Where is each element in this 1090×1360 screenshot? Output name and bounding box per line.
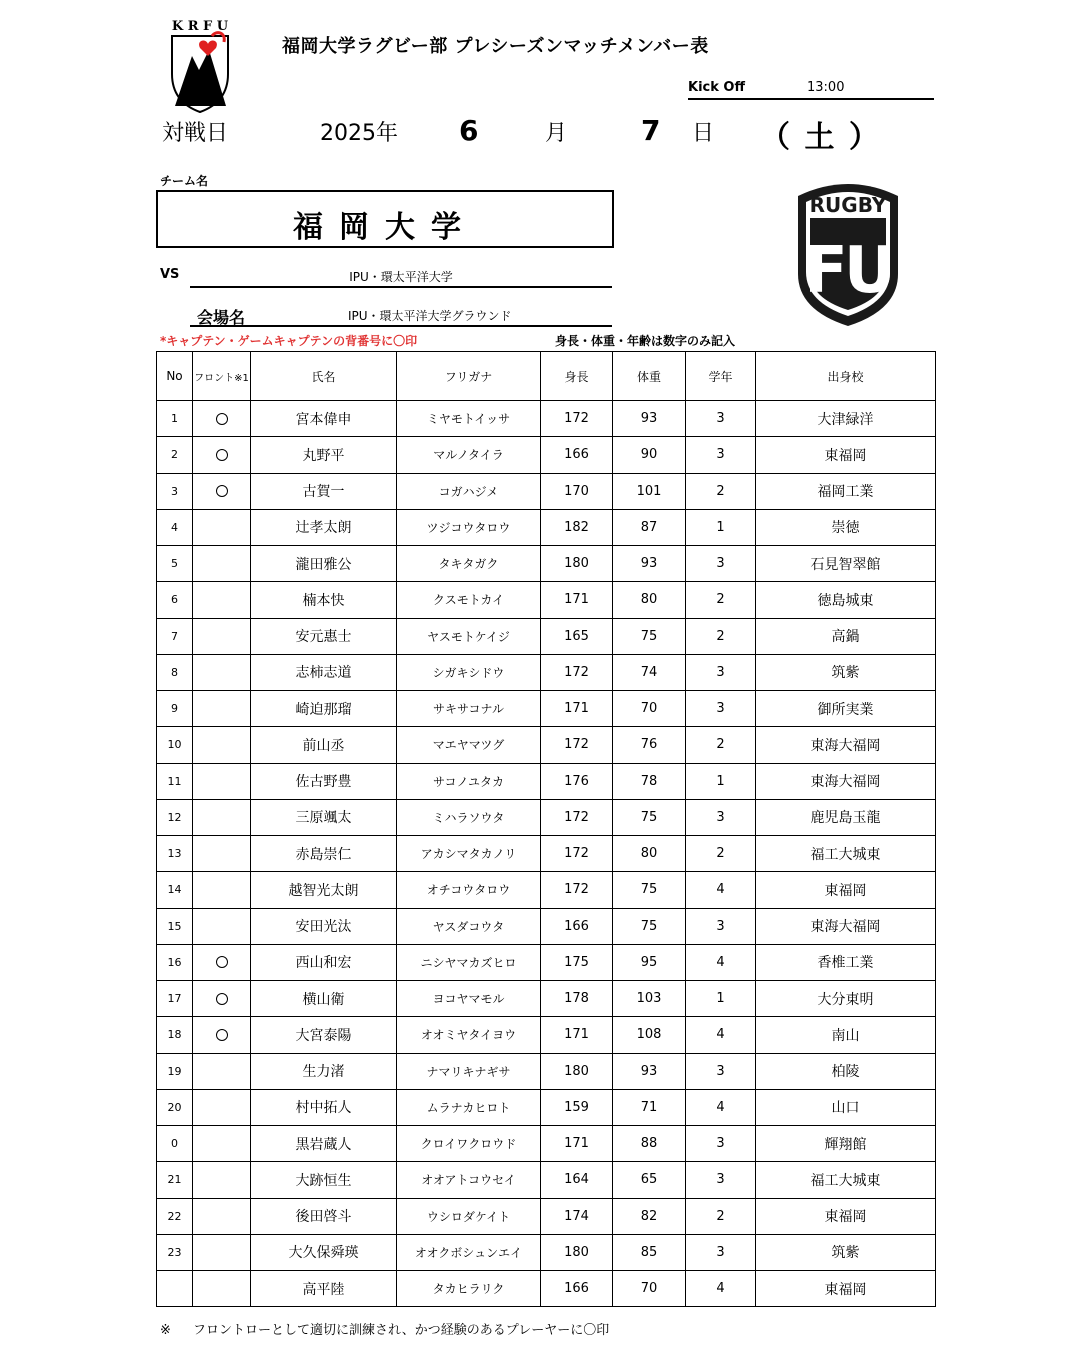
kickoff-time: 13:00 <box>807 80 845 95</box>
player-weight: 82 <box>613 1198 686 1234</box>
front-row-mark <box>193 509 251 545</box>
table-row <box>157 1271 936 1307</box>
kickoff-field <box>688 80 934 100</box>
player-grade: 4 <box>686 872 756 908</box>
player-grade: 2 <box>686 618 756 654</box>
player-no: 20 <box>157 1089 193 1125</box>
player-school: 石見智翠館 <box>756 546 936 582</box>
header-grade: 学年 <box>686 352 756 401</box>
player-school: 東福岡 <box>756 437 936 473</box>
player-kana: ツジコウタロウ <box>397 509 541 545</box>
player-weight: 75 <box>613 618 686 654</box>
front-row-mark <box>193 908 251 944</box>
player-grade: 3 <box>686 799 756 835</box>
player-no: 9 <box>157 691 193 727</box>
player-grade: 3 <box>686 691 756 727</box>
front-row-mark <box>193 727 251 763</box>
player-name: 安元惠士 <box>251 618 397 654</box>
table-row <box>157 872 936 908</box>
player-school: 東海大福岡 <box>756 908 936 944</box>
player-height: 166 <box>541 908 613 944</box>
table-row <box>157 582 936 618</box>
player-school: 輝翔館 <box>756 1126 936 1162</box>
player-kana: タキタガク <box>397 546 541 582</box>
player-grade: 3 <box>686 437 756 473</box>
player-name: 横山衛 <box>251 981 397 1017</box>
player-grade: 3 <box>686 1126 756 1162</box>
team-label: チーム名 <box>160 174 209 188</box>
player-kana: サキサコナル <box>397 691 541 727</box>
player-no: 5 <box>157 546 193 582</box>
player-grade: 2 <box>686 473 756 509</box>
table-row <box>157 654 936 690</box>
player-no: 22 <box>157 1198 193 1234</box>
emblem-text-top: RUGBY <box>809 193 887 217</box>
header-no: No <box>157 352 193 401</box>
player-grade: 2 <box>686 1198 756 1234</box>
player-school: 御所実業 <box>756 691 936 727</box>
numbers-only-note: 身長・体重・年齢は数字のみ記入 <box>555 334 736 348</box>
player-grade: 3 <box>686 546 756 582</box>
player-no: 10 <box>157 727 193 763</box>
table-row <box>157 799 936 835</box>
front-row-mark <box>193 546 251 582</box>
table-row <box>157 763 936 799</box>
player-school: 高鍋 <box>756 618 936 654</box>
player-height: 166 <box>541 437 613 473</box>
player-kana: タカヒラリク <box>397 1271 541 1307</box>
player-name: 楠本快 <box>251 582 397 618</box>
player-kana: ヤスモトケイジ <box>397 618 541 654</box>
player-school: 崇徳 <box>756 509 936 545</box>
player-no: 16 <box>157 944 193 980</box>
footer-note <box>160 1319 609 1338</box>
player-kana: ナマリキナギサ <box>397 1053 541 1089</box>
front-row-circle-icon <box>216 413 228 425</box>
footer-note-mark: ※ <box>160 1323 171 1338</box>
player-no: 0 <box>157 1126 193 1162</box>
player-height: 180 <box>541 546 613 582</box>
player-weight: 76 <box>613 727 686 763</box>
player-no: 4 <box>157 509 193 545</box>
player-kana: コガハジメ <box>397 473 541 509</box>
player-kana: ミハラソウタ <box>397 799 541 835</box>
front-row-mark <box>193 473 251 509</box>
player-no: 15 <box>157 908 193 944</box>
front-row-circle-icon <box>216 485 228 497</box>
player-school: 柏陵 <box>756 1053 936 1089</box>
table-row <box>157 944 936 980</box>
player-kana: マルノタイラ <box>397 437 541 473</box>
front-row-mark <box>193 944 251 980</box>
table-row <box>157 981 936 1017</box>
player-grade: 3 <box>686 1234 756 1270</box>
front-row-mark <box>193 618 251 654</box>
front-row-mark <box>193 437 251 473</box>
front-row-circle-icon <box>216 956 228 968</box>
player-height: 172 <box>541 401 613 437</box>
player-weight: 93 <box>613 1053 686 1089</box>
player-weight: 75 <box>613 799 686 835</box>
player-no: 7 <box>157 618 193 654</box>
player-no: 2 <box>157 437 193 473</box>
player-school: 福工大城東 <box>756 1162 936 1198</box>
player-height: 172 <box>541 799 613 835</box>
venue-label: 会場名 <box>197 308 246 327</box>
player-no: 14 <box>157 872 193 908</box>
player-name: 後田啓斗 <box>251 1198 397 1234</box>
player-grade: 3 <box>686 1162 756 1198</box>
header-school: 出身校 <box>756 352 936 401</box>
player-kana: ヨコヤマモル <box>397 981 541 1017</box>
player-school: 南山 <box>756 1017 936 1053</box>
match-month: 6 <box>459 114 479 147</box>
front-row-mark <box>193 691 251 727</box>
month-unit: 月 <box>545 121 568 146</box>
player-kana: ヤスダコウタ <box>397 908 541 944</box>
table-row <box>157 691 936 727</box>
player-height: 171 <box>541 691 613 727</box>
front-row-mark <box>193 1053 251 1089</box>
emblem-text-bottom: FU <box>804 234 892 308</box>
player-grade: 2 <box>686 727 756 763</box>
player-kana: クロイワクロウド <box>397 1126 541 1162</box>
opponent-field <box>190 268 612 288</box>
player-name: 古賀一 <box>251 473 397 509</box>
front-row-mark <box>193 654 251 690</box>
table-row <box>157 509 936 545</box>
front-row-circle-icon <box>216 1029 228 1041</box>
front-row-mark <box>193 1162 251 1198</box>
player-height: 178 <box>541 981 613 1017</box>
player-grade: 2 <box>686 582 756 618</box>
table-row <box>157 618 936 654</box>
match-weekday: （ 土 ） <box>760 120 881 155</box>
player-weight: 65 <box>613 1162 686 1198</box>
player-weight: 93 <box>613 546 686 582</box>
day-unit: 日 <box>692 121 715 146</box>
player-grade: 3 <box>686 401 756 437</box>
player-height: 176 <box>541 763 613 799</box>
player-name: 安田光汰 <box>251 908 397 944</box>
player-school: 福工大城東 <box>756 836 936 872</box>
table-header-row <box>157 352 936 401</box>
player-name: 瀧田雅公 <box>251 546 397 582</box>
member-table <box>156 351 936 1307</box>
page-title: 福岡大学ラグビー部 プレシーズンマッチメンバー表 <box>282 36 709 57</box>
header-front: フロント※1 <box>193 352 251 401</box>
front-row-mark <box>193 1089 251 1125</box>
table-row <box>157 437 936 473</box>
player-height: 180 <box>541 1234 613 1270</box>
kickoff-label: Kick Off <box>688 80 745 95</box>
player-no: 23 <box>157 1234 193 1270</box>
player-weight: 103 <box>613 981 686 1017</box>
player-kana: シガキシドウ <box>397 654 541 690</box>
player-height: 172 <box>541 836 613 872</box>
footer-note-text: フロントローとして適切に訓練され、かつ経験のあるプレーヤーに〇印 <box>193 1323 610 1338</box>
front-row-mark <box>193 836 251 872</box>
player-school: 筑紫 <box>756 1234 936 1270</box>
front-row-mark <box>193 1126 251 1162</box>
player-kana: マエヤマツグ <box>397 727 541 763</box>
player-height: 159 <box>541 1089 613 1125</box>
player-weight: 70 <box>613 691 686 727</box>
player-weight: 71 <box>613 1089 686 1125</box>
player-grade: 4 <box>686 1017 756 1053</box>
player-no: 12 <box>157 799 193 835</box>
player-no: 6 <box>157 582 193 618</box>
rugby-emblem <box>792 174 904 328</box>
venue-name: IPU・環太平洋大学グラウンド <box>348 309 512 323</box>
front-row-circle-icon <box>216 993 228 1005</box>
player-no: 3 <box>157 473 193 509</box>
match-year: 2025年 <box>320 121 398 146</box>
player-name: 辻孝太朗 <box>251 509 397 545</box>
player-kana: アカシマタカノリ <box>397 836 541 872</box>
player-weight: 95 <box>613 944 686 980</box>
table-row <box>157 1053 936 1089</box>
player-height: 174 <box>541 1198 613 1234</box>
table-row <box>157 1126 936 1162</box>
player-name: 高平陸 <box>251 1271 397 1307</box>
player-school: 東福岡 <box>756 872 936 908</box>
player-grade: 1 <box>686 981 756 1017</box>
table-row <box>157 1162 936 1198</box>
header-height: 身長 <box>541 352 613 401</box>
player-name: 丸野平 <box>251 437 397 473</box>
player-grade: 4 <box>686 944 756 980</box>
player-kana: オオミヤタイヨウ <box>397 1017 541 1053</box>
player-weight: 74 <box>613 654 686 690</box>
player-name: 大跡恒生 <box>251 1162 397 1198</box>
header-weight: 体重 <box>613 352 686 401</box>
player-height: 182 <box>541 509 613 545</box>
table-row <box>157 727 936 763</box>
player-no: 19 <box>157 1053 193 1089</box>
player-grade: 2 <box>686 836 756 872</box>
player-school: 香椎工業 <box>756 944 936 980</box>
table-row <box>157 908 936 944</box>
player-school: 東海大福岡 <box>756 727 936 763</box>
player-no: 11 <box>157 763 193 799</box>
player-weight: 90 <box>613 437 686 473</box>
front-row-mark <box>193 1234 251 1270</box>
player-no <box>157 1271 193 1307</box>
table-row <box>157 401 936 437</box>
table-row <box>157 1017 936 1053</box>
player-weight: 75 <box>613 872 686 908</box>
player-height: 171 <box>541 582 613 618</box>
team-name-box <box>156 190 614 248</box>
front-row-mark <box>193 401 251 437</box>
table-row <box>157 546 936 582</box>
front-row-mark <box>193 582 251 618</box>
venue-field <box>190 307 612 327</box>
player-kana: オチコウタロウ <box>397 872 541 908</box>
player-no: 1 <box>157 401 193 437</box>
player-weight: 78 <box>613 763 686 799</box>
player-name: 前山丞 <box>251 727 397 763</box>
player-height: 172 <box>541 872 613 908</box>
player-name: 三原颯太 <box>251 799 397 835</box>
player-school: 東海大福岡 <box>756 763 936 799</box>
player-no: 18 <box>157 1017 193 1053</box>
player-grade: 3 <box>686 654 756 690</box>
player-name: 生力渚 <box>251 1053 397 1089</box>
player-kana: ミヤモトイッサ <box>397 401 541 437</box>
club-logo <box>166 14 234 114</box>
player-grade: 1 <box>686 509 756 545</box>
player-name: 大久保舜瑛 <box>251 1234 397 1270</box>
player-no: 17 <box>157 981 193 1017</box>
player-no: 21 <box>157 1162 193 1198</box>
front-row-mark <box>193 763 251 799</box>
player-weight: 70 <box>613 1271 686 1307</box>
player-grade: 4 <box>686 1271 756 1307</box>
player-name: 黒岩蔵人 <box>251 1126 397 1162</box>
player-no: 8 <box>157 654 193 690</box>
player-no: 13 <box>157 836 193 872</box>
player-kana: ニシヤマカズヒロ <box>397 944 541 980</box>
player-height: 164 <box>541 1162 613 1198</box>
front-row-mark <box>193 1271 251 1307</box>
player-name: 赤島崇仁 <box>251 836 397 872</box>
team-name: 福岡大学 <box>293 210 477 245</box>
player-kana: ムラナカヒロト <box>397 1089 541 1125</box>
player-grade: 3 <box>686 1053 756 1089</box>
player-name: 崎迫那瑠 <box>251 691 397 727</box>
header-kana: フリガナ <box>397 352 541 401</box>
player-name: 佐古野豊 <box>251 763 397 799</box>
player-height: 172 <box>541 654 613 690</box>
player-grade: 1 <box>686 763 756 799</box>
front-row-mark <box>193 872 251 908</box>
player-height: 166 <box>541 1271 613 1307</box>
player-grade: 3 <box>686 908 756 944</box>
player-kana: クスモトカイ <box>397 582 541 618</box>
player-school: 筑紫 <box>756 654 936 690</box>
player-weight: 87 <box>613 509 686 545</box>
player-school: 山口 <box>756 1089 936 1125</box>
player-weight: 88 <box>613 1126 686 1162</box>
player-school: 大分東明 <box>756 981 936 1017</box>
table-row <box>157 473 936 509</box>
player-weight: 93 <box>613 401 686 437</box>
front-row-circle-icon <box>216 449 228 461</box>
front-row-mark <box>193 1198 251 1234</box>
opponent-name: IPU・環太平洋大学 <box>349 270 453 284</box>
player-school: 東福岡 <box>756 1271 936 1307</box>
captain-note: *キャプテン・ゲームキャプテンの背番号に〇印 <box>160 334 418 348</box>
player-kana: サコノユタカ <box>397 763 541 799</box>
player-weight: 75 <box>613 908 686 944</box>
table-row <box>157 1089 936 1125</box>
player-height: 170 <box>541 473 613 509</box>
player-name: 越智光太朗 <box>251 872 397 908</box>
player-kana: オオクボシュンエイ <box>397 1234 541 1270</box>
player-name: 志柿志道 <box>251 654 397 690</box>
player-weight: 108 <box>613 1017 686 1053</box>
player-kana: ウシロダケイト <box>397 1198 541 1234</box>
player-weight: 85 <box>613 1234 686 1270</box>
player-name: 大宮泰陽 <box>251 1017 397 1053</box>
player-weight: 80 <box>613 836 686 872</box>
player-school: 鹿児島玉龍 <box>756 799 936 835</box>
player-height: 172 <box>541 727 613 763</box>
player-name: 村中拓人 <box>251 1089 397 1125</box>
player-height: 171 <box>541 1126 613 1162</box>
front-row-mark <box>193 799 251 835</box>
front-row-mark <box>193 1017 251 1053</box>
player-name: 宮本偉申 <box>251 401 397 437</box>
player-height: 175 <box>541 944 613 980</box>
player-weight: 101 <box>613 473 686 509</box>
table-row <box>157 836 936 872</box>
player-kana: オオアトコウセイ <box>397 1162 541 1198</box>
club-logo-text: K R F U <box>171 19 229 34</box>
player-school: 大津緑洋 <box>756 401 936 437</box>
player-school: 東福岡 <box>756 1198 936 1234</box>
header-name: 氏名 <box>251 352 397 401</box>
player-height: 180 <box>541 1053 613 1089</box>
player-school: 福岡工業 <box>756 473 936 509</box>
player-weight: 80 <box>613 582 686 618</box>
player-school: 徳島城東 <box>756 582 936 618</box>
match-day-label: 対戦日 <box>162 121 229 146</box>
match-day: 7 <box>641 114 661 147</box>
player-name: 西山和宏 <box>251 944 397 980</box>
player-grade: 4 <box>686 1089 756 1125</box>
front-row-mark <box>193 981 251 1017</box>
vs-label: VS <box>160 267 180 282</box>
player-height: 171 <box>541 1017 613 1053</box>
table-row <box>157 1198 936 1234</box>
player-height: 165 <box>541 618 613 654</box>
table-row <box>157 1234 936 1270</box>
